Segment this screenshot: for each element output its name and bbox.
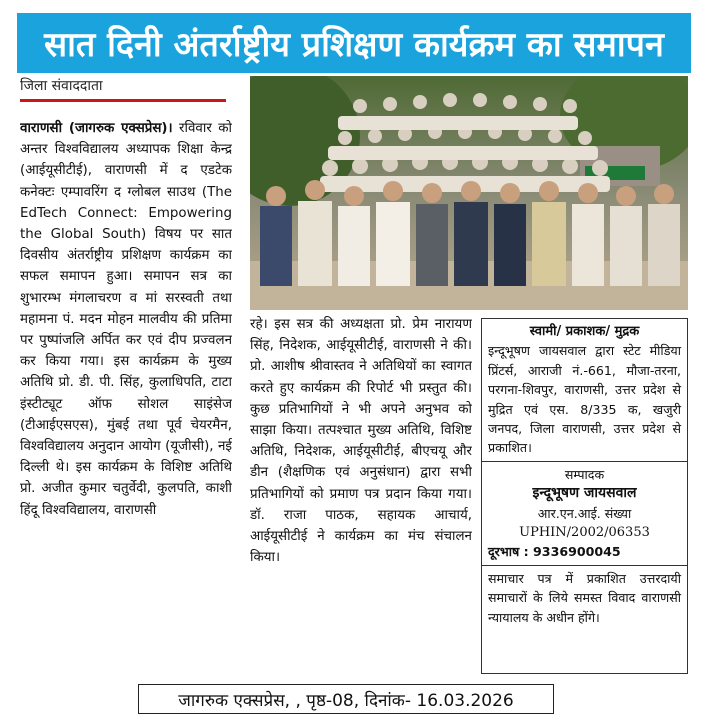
rni-number: UPHIN/2002/06353 [519,525,650,541]
imprint-divider-2 [482,565,687,566]
editor-label: सम्पादक [564,466,605,482]
article-lead: वाराणसी (जागरुक एक्सप्रेस)। [20,121,173,136]
article-text-2: रहे। इस सत्र की अध्यक्षता प्रो. प्रेम नारायण सिंह, निदेशक, आईयूसीटीई, वाराणसी ने की। प्रो. आशीष श्रीवास्तव ने अतिथियों का स्वागत करते हुए कार्यक्रम की रिपोर्ट भी प्रस्तुत की। कुछ प्रतिभागियों ने भी अपने अनुभव को साझा किया। तत्पश्चात मुख्य अतिथि, विशिष्ट अतिथि, निदेशक, आईयूसीटीई, बीएचयू और डीन (शैक्षणिक एवं अनुसंधान) द्वारा सभी प्रतिभागियों को प्रमाण पत्र प्रदान किया गया। डॉ. राजा पाठक, सहायक आचार्य, आईयूसीटीई ने कार्यक्रम का मंच संचालन किया। [250,317,472,566]
editor-name: इन्दूभूषण जायसवाल [532,485,637,502]
page-footer [138,684,554,714]
phone-number: 9336900045 [533,544,621,560]
headline: सात दिनी अंतर्राष्ट्रीय प्रशिक्षण कार्यक्रम का समापन [44,25,664,65]
footer-text: जागरुक एक्सप्रेस, , पृष्ठ-08, दिनांक- 16.03.2026 [178,690,514,711]
article-text-1: रविवार को अन्तर विश्वविद्यालय अध्यापक शिक्षा केन्द्र (आईयूसीटीई), वाराणसी में द एडटेक कनेक्टः एम्पावरिंग द ग्लोबल साउथ (The EdTech Connect: Empowering the Global South) विषय पर सात दिवसीय अंतर्राष्ट्रीय प्रशिक्षण कार्यक्रम का सफल समापन हुआ। समापन सत्र का शुभारम्भ मंगलाचरण व मां सरस्वती तथा महामना पं. मदन मोहन मालवीय की प्रतिमा पर पुष्पांजलि अर्पित कर एवं दीप प्रज्वलन कर किया गया। इस कार्यक्रम के मुख्य अतिथि प्रो. डी. पी. सिंह, कुलाधिपति, टाटा इंस्टीट्यूट ऑफ सोशल साइंसेज (टीआईएसएस), मुंबई तथा पूर्व चेयरमैन, विश्वविद्यालय अनुदान आयोग (यूजीसी), नई दिल्ली थे। इस कार्यक्रम के विशिष्ट अतिथि प्रो. अजीत कुमार चतुर्वेदी, कुलपति, काशी हिंदू विश्वविद्यालय, वाराणसी [20,121,232,518]
imprint-body: इन्दूभूषण जायसवाल द्वारा स्टेट मीडिया प्रिंटर्स, आराजी नं.-661, मौजा-तरना, परगना-शिवपुर, वाराणसी, उत्तर प्रदेश से मुद्रित एवं एस. 8/335 क, खजुरी जनपद, जिला वाराणसी, उत्तर प्रदेश से प्रकाशित। [488,343,681,456]
rni-label: आर.एन.आई. संख्या [537,505,632,521]
imprint-divider [482,461,687,462]
headline-banner [17,13,691,73]
phone-line [488,542,681,561]
imprint-box [481,318,688,674]
byline: जिला संवाददाता [20,76,226,102]
article-column-2 [250,314,472,680]
imprint-disclaimer: समाचार पत्र में प्रकाशित उत्तरदायी समाचारों के लिये समस्त विवाद वाराणसी न्यायालय के अधीन होंगे। [488,570,681,625]
group-photo-image [250,76,688,310]
imprint-heading: स्वामी/ प्रकाशक/ मुद्रक [529,324,640,339]
group-photo [250,76,688,310]
article-column-1 [20,118,232,678]
phone-label: दूरभाष : [488,544,529,560]
